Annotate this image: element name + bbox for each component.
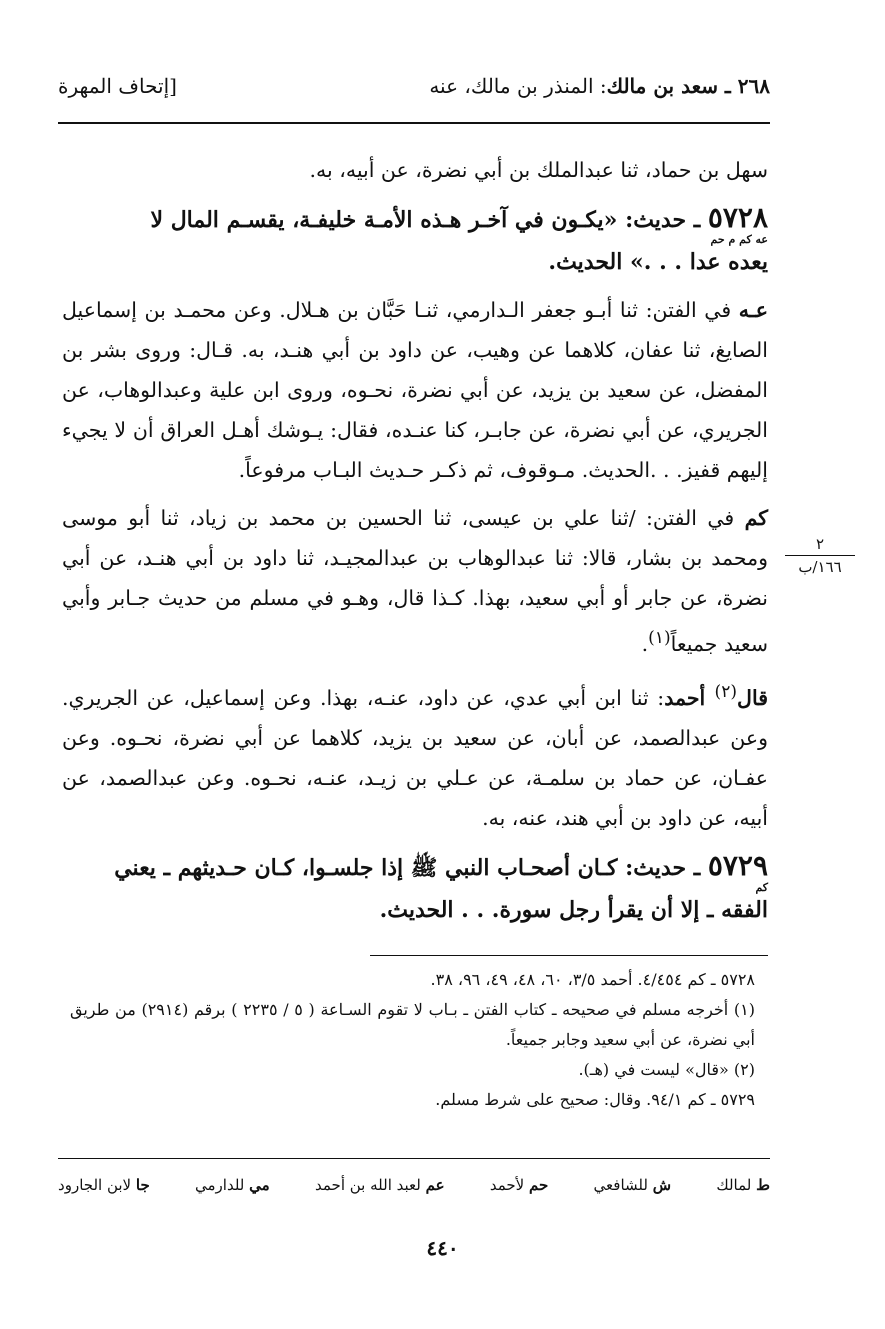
paragraph-text: : ثنا ابن أبي عدي، عن داود، عنـه، بهذا. وعن إسماعيل، عن الجريري. وعن عبدالصمد، عن أبان، عن سعيد بن يزيد، كلاهما عن أبي نضرة، نحـوه. وعن عفـان، عن حماد بن سلمـة، عن عـلي بن زيـد، عنـه، نحـوه. وعن عبدالصمد، عن أبيه، عن داود بن أبي هند، عنه، به. xyxy=(62,685,768,830)
siglum-code: ط xyxy=(756,1176,770,1194)
footnote-rule xyxy=(370,955,768,956)
folio-bottom: ١٦٦/ب xyxy=(798,558,842,576)
running-header xyxy=(58,74,770,98)
siglum-code: عم xyxy=(425,1176,445,1194)
paragraph-text: في الفتن: /ثنا علي بن عيسى، ثنا الحسين بن محمد بن زياد، ثنا أبو موسى ومحمد بن بشار، قالا: ثنا عبدالوهاب بن عبدالمجيـد، ثنا داود بن أبي هنـد، عن أبي نضرة، عن جابر أو أبي سعيد، بهذا. كـذا قال، وهـو في مسلم من حديث جـابر وأبي سعيد جميعاً xyxy=(62,506,768,656)
siglum-code: مي xyxy=(249,1176,270,1194)
entry-5729-heading xyxy=(62,846,768,930)
paragraph-text: في الفتن: ثنا أبـو جعفر الـدارمي، ثنـا حَبَّان بن هـلال. وعن محمـد بن إسماعيل الصايغ، ثنا عفان، كلاهما عن وهيب، عن داود بن أبي هنـد، به. قـال: وروى بشر بن المفضل، عن سعيد بن يزيد، عن أبي نضرة، نحـوه، وروى ابن علية وعبدالوهاب، عن الجريري، عن أبي نضرة، عن جابـر، كنا عنـده، فقال: يـوشك أهـل العراق أن لا يجيء إليهم قفيز. . .الحديث. مـوقوف، ثم ذكـر حـديث البـاب مرفوعاً. xyxy=(62,298,768,482)
sigla-key xyxy=(58,1176,770,1194)
entry-sigla: كم xyxy=(755,880,768,894)
paragraph-3-ah xyxy=(62,290,768,490)
header-title-bold: ٢٦٨ ـ سعد بن مالك xyxy=(606,74,770,98)
header-book-name: [إتحاف المهرة xyxy=(58,74,177,98)
siglum-jarud xyxy=(58,1176,150,1194)
footer-rule xyxy=(58,1158,770,1159)
header-rule xyxy=(58,122,770,124)
siglum-code: جا xyxy=(135,1176,150,1194)
paragraph-end: . xyxy=(641,631,649,656)
entry-number: ٥٧٢٩ xyxy=(707,848,768,882)
siglum-code: ش xyxy=(652,1176,672,1194)
source-siglum: عـه xyxy=(738,298,768,322)
folio-top: ٢ xyxy=(785,535,855,556)
footnote-source-5729: ٥٧٢٩ ـ كم ٩٤/١. وقال: صحيح على شرط مسلم. xyxy=(435,1090,755,1109)
footnote-ref: (١) xyxy=(648,628,671,648)
siglum-label: لعبد الله بن أحمد xyxy=(315,1176,426,1194)
siglum-abdullah xyxy=(315,1176,445,1194)
entry-heading-text-2: الفقه ـ إلا أن يقرأ رجل سورة. . . الحديث. xyxy=(379,896,768,923)
siglum-ahmad xyxy=(490,1176,548,1194)
siglum-label: للشافعي xyxy=(593,1176,653,1194)
source-siglum: كم xyxy=(744,506,768,530)
siglum-shafii xyxy=(594,1176,671,1194)
footnote-2: (٢) «قال» ليست في (هـ). xyxy=(578,1060,755,1079)
entry-heading-text-2: يعده عدا . . .» الحديث. xyxy=(548,249,768,275)
footnote-1: (١) أخرجه مسلم في صحيحه ـ كتاب الفتن ـ بـاب لا تقوم السـاعة ( ٥ / ٢٢٣٥ ) برقم (٢٩١٤) من طريق أبي نضرة، عن أبي سعيد وجابر جميعاً. xyxy=(70,1000,756,1049)
siglum-malik xyxy=(716,1176,770,1194)
footnote-source-5728: ٥٧٢٨ ـ كم ٤/٤٥٤. أحمد ٣/٥، ٦٠، ٤٨، ٤٩، ٩٦، ٣٨. xyxy=(430,970,755,989)
entry-number: ٥٧٢٨ xyxy=(707,201,768,234)
footnotes xyxy=(70,965,755,1115)
main-text xyxy=(62,150,768,938)
siglum-label: للدارمي xyxy=(195,1176,250,1194)
entry-sigla: عه كم م حم xyxy=(710,233,768,246)
source-name: أحمد xyxy=(664,685,715,710)
siglum-label: لأحمد xyxy=(489,1176,529,1194)
siglum-darimi xyxy=(195,1176,270,1194)
manuscript-folio-note xyxy=(785,535,855,576)
source-siglum: قال xyxy=(737,685,768,710)
siglum-label: لابن الجارود xyxy=(58,1176,136,1194)
header-title xyxy=(429,74,770,98)
entry-heading-text: ـ حديث: كـان أصحـاب النبي ﷺ إذا جلسـوا، كـان حـديثهم ـ يعني xyxy=(114,854,708,881)
siglum-label: لمالك xyxy=(716,1176,757,1194)
entry-5728-heading xyxy=(62,198,768,282)
page-number: ٤٤٠ xyxy=(426,1236,459,1260)
entry-heading-text: ـ حديث: «يكـون في آخـر هـذه الأمـة خليفـة، يقسـم المال لا xyxy=(150,207,708,233)
paragraph-continuation xyxy=(62,150,768,190)
footnote-ref: (٢) xyxy=(714,681,738,702)
paragraph-km xyxy=(62,498,768,664)
siglum-code: حم xyxy=(528,1176,549,1194)
paragraph-text: سهل بن حماد، ثنا عبدالملك بن أبي نضرة، عن أبيه، به. xyxy=(309,158,768,182)
header-title-rest: : المنذر بن مالك، عنه xyxy=(429,74,607,98)
paragraph-ahmad xyxy=(62,672,768,838)
